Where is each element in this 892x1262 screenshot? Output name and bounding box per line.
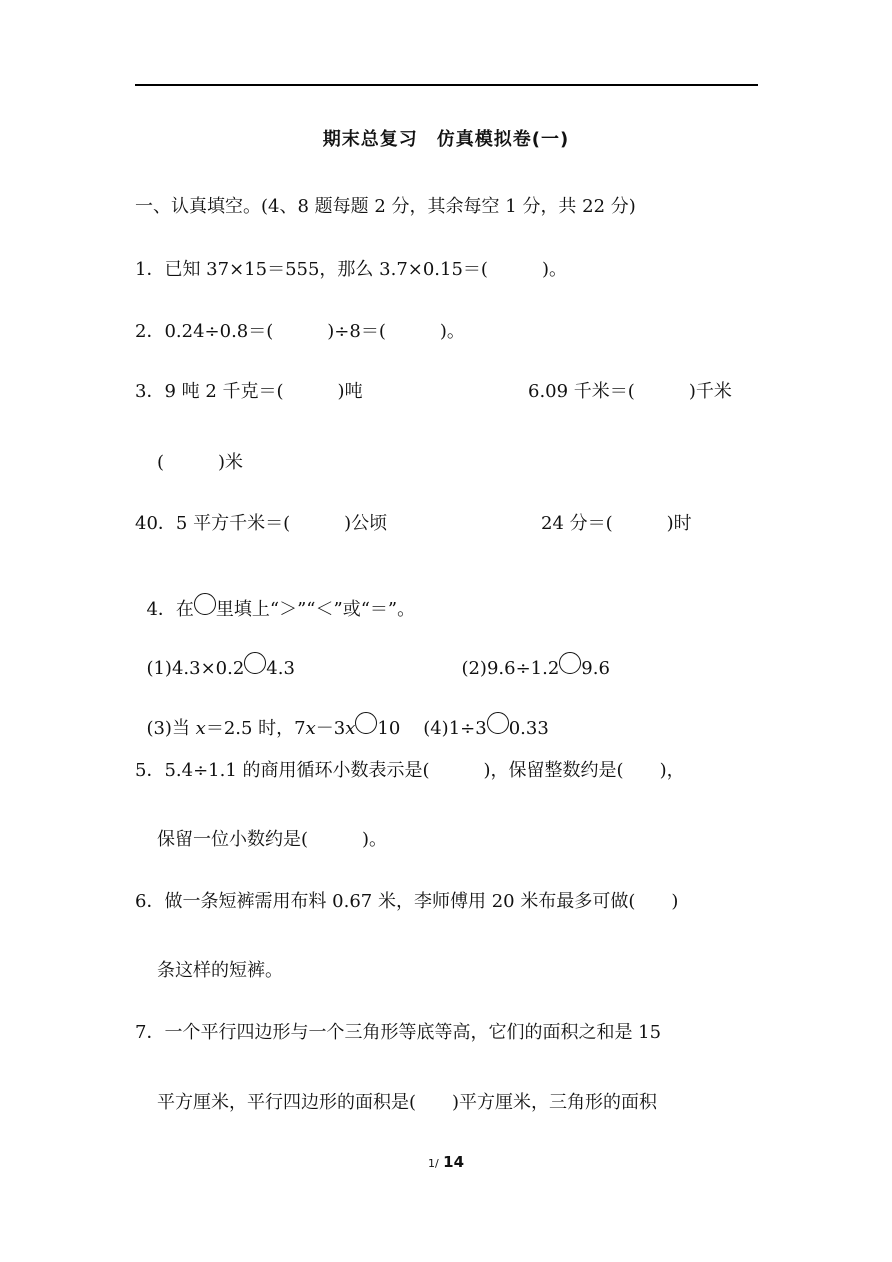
compare-circle-icon[interactable] <box>559 652 581 674</box>
item-3-right: 10 <box>377 718 401 739</box>
item-4-left: (4)1÷3 <box>423 718 487 739</box>
question-7-line-1: 7．一个平行四边形与一个三角形等底等高，它们的面积之和是 15 <box>135 1022 662 1043</box>
item-1-right: 4.3 <box>266 658 295 679</box>
question-1: 1．已知 37×15＝555，那么 3.7×0.15＝( )。 <box>135 259 567 280</box>
question-4 <box>135 574 415 622</box>
question-40-part-b: 24 分＝( )时 <box>541 513 692 534</box>
question-4-item-3-4 <box>135 693 549 741</box>
question-40-part-a: 40．5 平方千米＝( )公顷 <box>135 513 388 534</box>
question-4-item-2 <box>450 633 610 681</box>
item-3-text-b: ＝2.5 时，7 <box>205 718 306 739</box>
compare-circle-icon <box>194 593 216 615</box>
question-4-instruction: 里填上“＞”“＜”或“＝”。 <box>215 599 416 620</box>
variable-x: x <box>305 718 316 739</box>
page-current: 1/ <box>427 1157 439 1170</box>
compare-circle-icon[interactable] <box>355 712 377 734</box>
item-3-text-c: －3 <box>315 718 346 739</box>
page-title: 期末总复习 仿真模拟卷(一) <box>322 129 570 150</box>
question-2: 2．0.24÷0.8＝( )÷8＝( )。 <box>135 321 465 342</box>
question-3-part-c: ( )米 <box>157 452 244 473</box>
question-4-prefix: 4．在 <box>146 599 194 620</box>
variable-x: x <box>195 718 206 739</box>
question-7-line-2: 平方厘米，平行四边形的面积是( )平方厘米，三角形的面积 <box>157 1092 658 1113</box>
question-6-line-2: 条这样的短裤。 <box>157 960 283 981</box>
question-6-line-1: 6．做一条短裤需用布料 0.67 米，李师傅用 20 米布最多可做( ) <box>135 891 679 912</box>
compare-circle-icon[interactable] <box>244 652 266 674</box>
question-5-line-1: 5．5.4÷1.1 的商用循环小数表示是( )，保留整数约是( )， <box>135 760 685 781</box>
page-total: 14 <box>443 1153 465 1171</box>
item-2-right: 9.6 <box>581 658 610 679</box>
section-heading: 一、认真填空。(4、8 题每题 2 分，其余每空 1 分，共 22 分) <box>135 196 636 217</box>
question-4-item-1 <box>135 633 295 681</box>
question-3-part-b: 6.09 千米＝( )千米 <box>528 381 732 402</box>
variable-x: x <box>345 718 356 739</box>
item-2-left: (2)9.6÷1.2 <box>461 658 560 679</box>
question-5-line-2: 保留一位小数约是( )。 <box>157 829 388 850</box>
item-3-text-a: (3)当 <box>146 718 196 739</box>
compare-circle-icon[interactable] <box>487 712 509 734</box>
item-1-left: (1)4.3×0.2 <box>146 658 245 679</box>
header-rule <box>135 84 758 86</box>
item-4-right: 0.33 <box>508 718 549 739</box>
question-3-part-a: 3．9 吨 2 千克＝( )吨 <box>135 381 363 402</box>
page-number <box>0 1153 892 1171</box>
